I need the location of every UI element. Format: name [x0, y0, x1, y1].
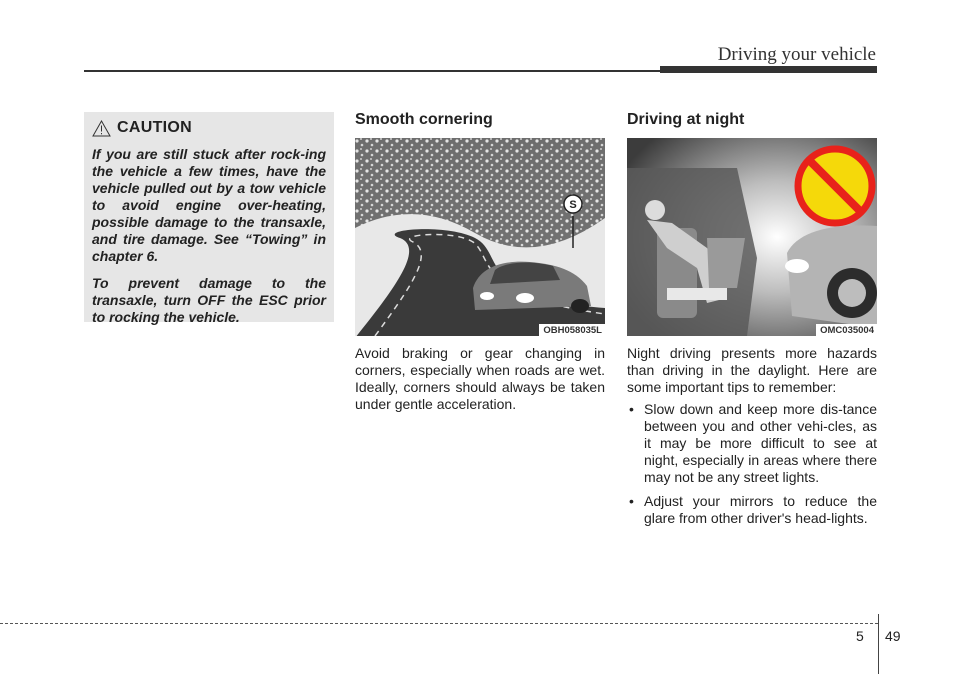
night-driving-illustration: [627, 138, 877, 336]
driving-at-night-text: [627, 345, 877, 534]
section-title: Driving your vehicle: [717, 44, 876, 65]
list-item: • Slow down and keep more dis-tance between you and other vehi-cles, as it may be more difficult to see at night, especially in areas where there may not be any street lights.: [627, 401, 877, 486]
caution-header: [92, 119, 192, 137]
night-glare-image: [627, 138, 877, 336]
driving-at-night-heading: Driving at night: [627, 111, 745, 128]
caution-box: [84, 112, 334, 325]
caution-title: CAUTION: [117, 119, 192, 136]
road-sign-letter: S: [569, 199, 577, 211]
footer-separator: [878, 614, 879, 674]
night-tips-list: [627, 401, 877, 527]
caution-paragraph: If you are still stuck after rock-ing the vehicle a few times, have the vehicle pulled out by a tow vehicle to avoid engine over-heating, possible damage to the transaxle, and tire damage. See “Towing” in chapter 6.: [92, 146, 326, 264]
snowy-winding-road-image: [355, 138, 605, 336]
smooth-cornering-heading: Smooth cornering: [355, 111, 493, 128]
smooth-cornering-paragraph: Avoid braking or gear changing in corners, especially when roads are wet. Ideally, corners should always be taken under gentle acceleration.: [355, 345, 605, 412]
header-rule: [84, 70, 660, 72]
page-number: 49: [885, 628, 901, 644]
prohibition-icon: [798, 149, 872, 223]
caution-body: [92, 146, 326, 336]
header-rule-thick: [660, 66, 877, 73]
image-code: OMC035004: [816, 324, 877, 336]
list-item: • Adjust your mirrors to reduce the glare from other driver's head-lights.: [627, 493, 877, 527]
footer-rule: [0, 623, 878, 624]
image-code: OBH058035L: [539, 324, 605, 336]
oncoming-car: [785, 225, 877, 328]
cornering-illustration: [355, 138, 605, 336]
smooth-cornering-text: [355, 345, 605, 418]
driving-at-night-intro: Night driving presents more hazards than driving in the daylight. Here are some important tips to remember:: [627, 345, 877, 395]
chapter-number: 5: [856, 628, 864, 644]
warning-icon: [92, 120, 111, 137]
caution-paragraph: To prevent damage to the transaxle, turn OFF the ESC prior to rocking the vehicle.: [92, 275, 326, 325]
